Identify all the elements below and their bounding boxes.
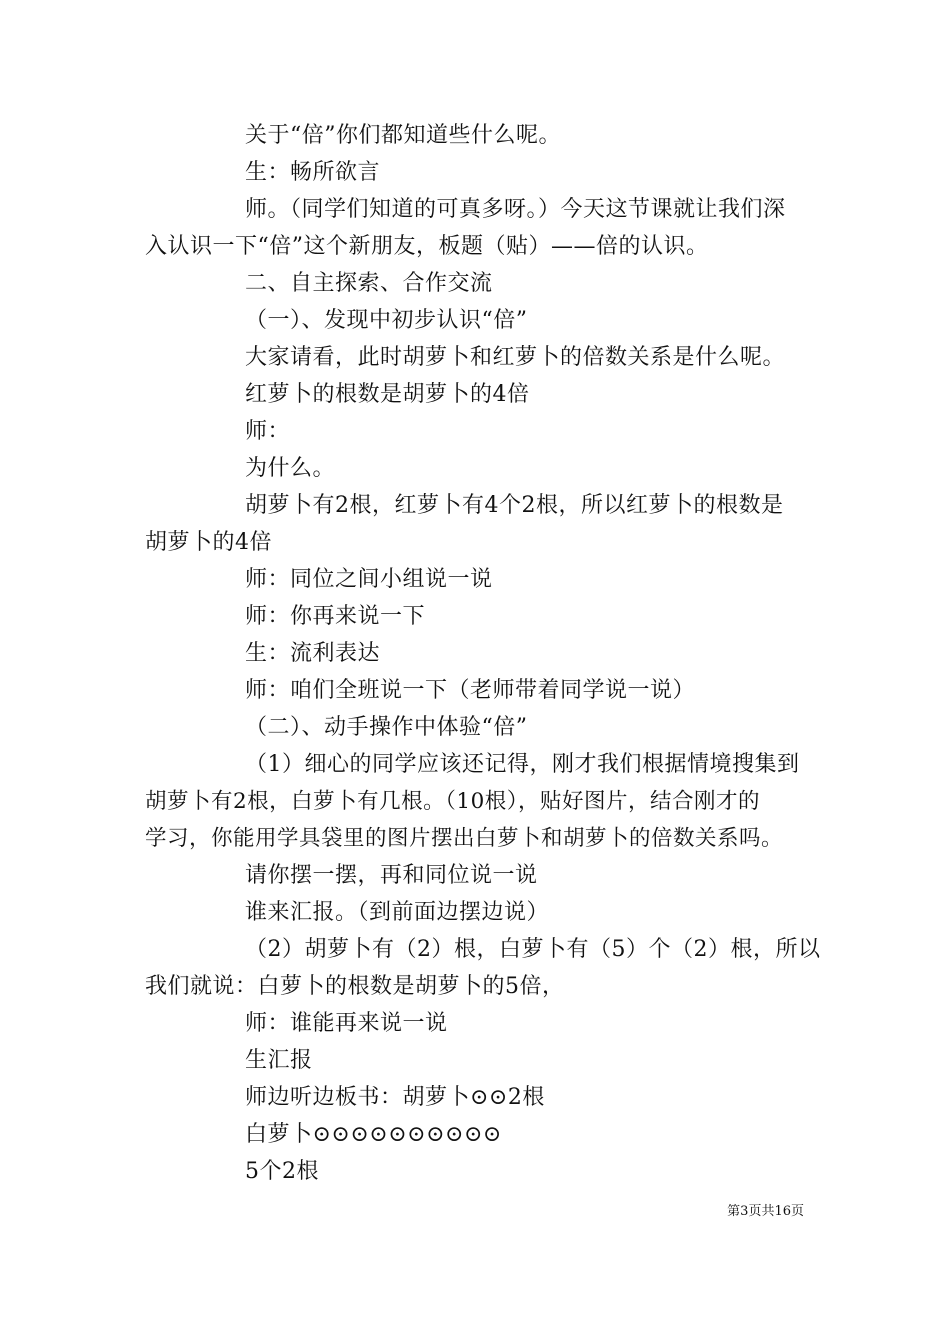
text-line: 白萝卜⊙⊙⊙⊙⊙⊙⊙⊙⊙⊙ xyxy=(245,1122,502,1147)
text-line: 生汇报 xyxy=(245,1048,313,1073)
text-line: 5个2根 xyxy=(245,1159,319,1184)
subsection-heading: （二）、动手操作中体验“倍” xyxy=(245,715,528,740)
text-line: 胡萝卜的4倍 xyxy=(145,530,272,555)
page-number-footer: 第3页共16页 xyxy=(727,1204,804,1219)
text-line: 师：谁能再来说一说 xyxy=(245,1011,448,1036)
text-line: 胡萝卜有2根，红萝卜有4个2根，所以红萝卜的根数是 xyxy=(245,493,784,518)
text-line: 为什么。 xyxy=(245,456,336,481)
text-line: 师： xyxy=(245,419,291,444)
subsection-heading: （一）、发现中初步认识“倍” xyxy=(245,308,528,333)
text-line: 谁来汇报。（到前面边摆边说） xyxy=(245,900,550,925)
text-line: 学习，你能用学具袋里的图片摆出白萝卜和胡萝卜的倍数关系吗。 xyxy=(145,826,784,851)
text-line: （2）胡萝卜有（2）根，白萝卜有（5）个（2）根，所以 xyxy=(245,937,821,962)
text-line: 师：咱们全班说一下（老师带着同学说一说） xyxy=(245,678,696,703)
text-line: （1）细心的同学应该还记得，刚才我们根据情境搜集到 xyxy=(245,752,800,777)
text-line: 我们就说：白萝卜的根数是胡萝卜的5倍， xyxy=(145,974,565,999)
text-line: 师。（同学们知道的可真多呀。）今天这节课就让我们深 xyxy=(245,197,786,222)
text-line: 师：你再来说一下 xyxy=(245,604,426,629)
text-line: 关于“倍”你们都知道些什么呢。 xyxy=(245,123,561,148)
text-line: 入认识一下“倍”这个新朋友，板题（贴）——倍的认识。 xyxy=(145,234,709,259)
text-line: 生：流利表达 xyxy=(245,641,381,666)
text-line: 请你摆一摆，再和同位说一说 xyxy=(245,863,538,888)
section-heading: 二、自主探索、合作交流 xyxy=(245,271,493,296)
text-line: 大家请看，此时胡萝卜和红萝卜的倍数关系是什么呢。 xyxy=(245,345,786,370)
text-line: 红萝卜的根数是胡萝卜的4倍 xyxy=(245,382,530,407)
text-line: 胡萝卜有2根，白萝卜有几根。（10根），贴好图片，结合刚才的 xyxy=(145,789,761,814)
text-line: 师：同位之间小组说一说 xyxy=(245,567,493,592)
text-line: 师边听边板书：胡萝卜⊙⊙2根 xyxy=(245,1085,545,1110)
text-line: 生：畅所欲言 xyxy=(245,160,381,185)
